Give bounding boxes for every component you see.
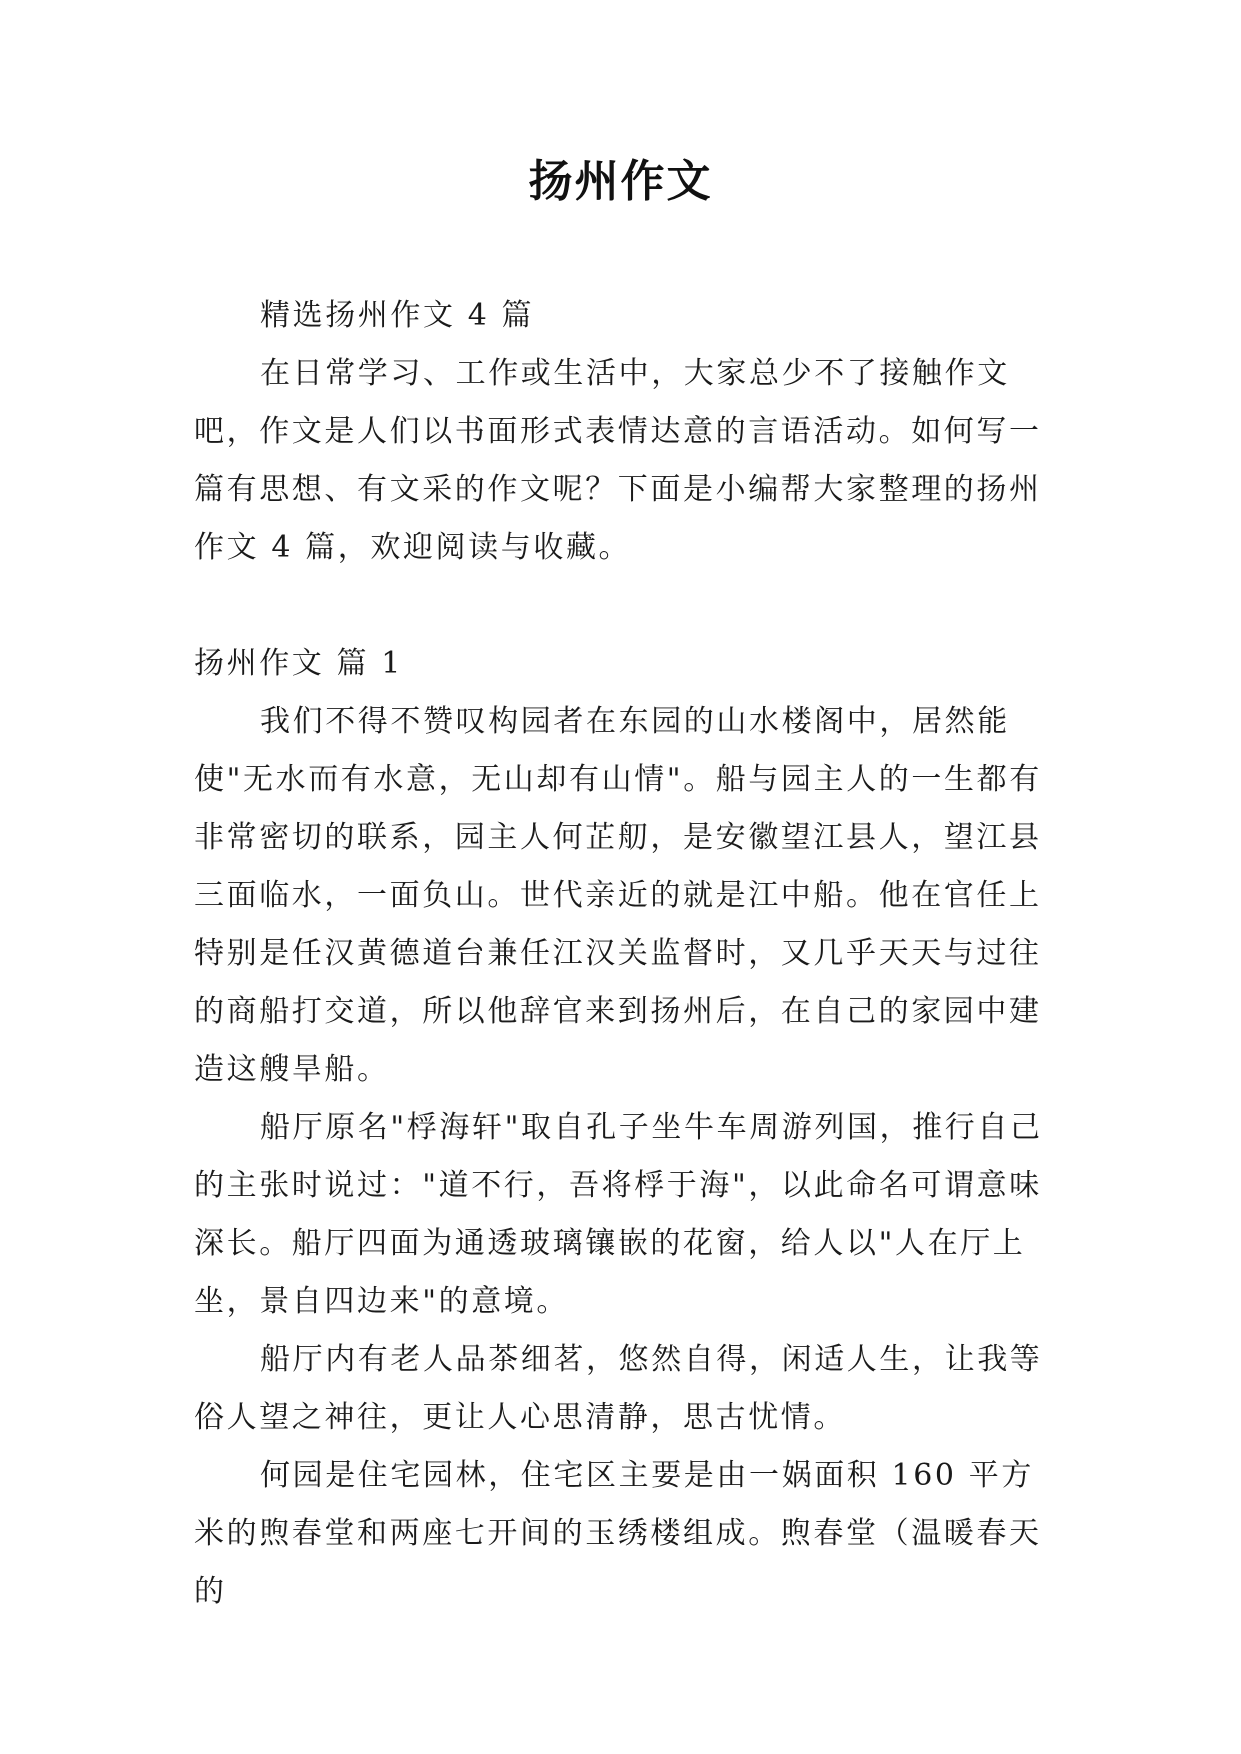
section-heading: 扬州作文 篇 1 bbox=[194, 646, 403, 681]
body-paragraph: 船厅原名"桴海轩"取自孔子坐牛车周游列国，推行自己的主张时说过："道不行，吾将桴于海"，以此命名可谓意味深长。船厅四面为通透玻璃镶嵌的花窗，给人以"人在厅上坐，景自四边来"的意境。 bbox=[194, 1110, 1043, 1319]
document-body bbox=[194, 287, 1050, 1621]
body-paragraph: 船厅内有老人品茶细茗，悠然自得，闲适人生，让我等俗人望之神往，更让人心思清静，思古忧情。 bbox=[194, 1342, 1043, 1435]
body-paragraph: 我们不得不赞叹构园者在东园的山水楼阁中，居然能使"无水而有水意，无山却有山情"。船与园主人的一生都有非常密切的联系，园主人何芷舠，是安徽望江县人，望江县三面临水，一面负山。世代亲近的就是江中船。他在官任上特别是任汉黄德道台兼任江汉关监督时，又几乎天天与过往的商船打交道，所以他辞官来到扬州后，在自己的家园中建造这艘旱船。 bbox=[194, 704, 1042, 1087]
subtitle: 精选扬州作文 4 篇 bbox=[260, 298, 535, 333]
intro-paragraph: 在日常学习、工作或生活中，大家总少不了接触作文吧，作文是人们以书面形式表情达意的言语活动。如何写一篇有思想、有文采的作文呢？下面是小编帮大家整理的扬州作文 4 篇，欢迎阅读与收藏。 bbox=[194, 356, 1042, 565]
document-title: 扬州作文 bbox=[528, 156, 713, 207]
spacer bbox=[194, 577, 1050, 635]
body-paragraph: 何园是住宅园林，住宅区主要是由一娲面积 160 平方米的煦春堂和两座七开间的玉绣楼组成。煦春堂（温暖春天的 bbox=[194, 1458, 1042, 1609]
